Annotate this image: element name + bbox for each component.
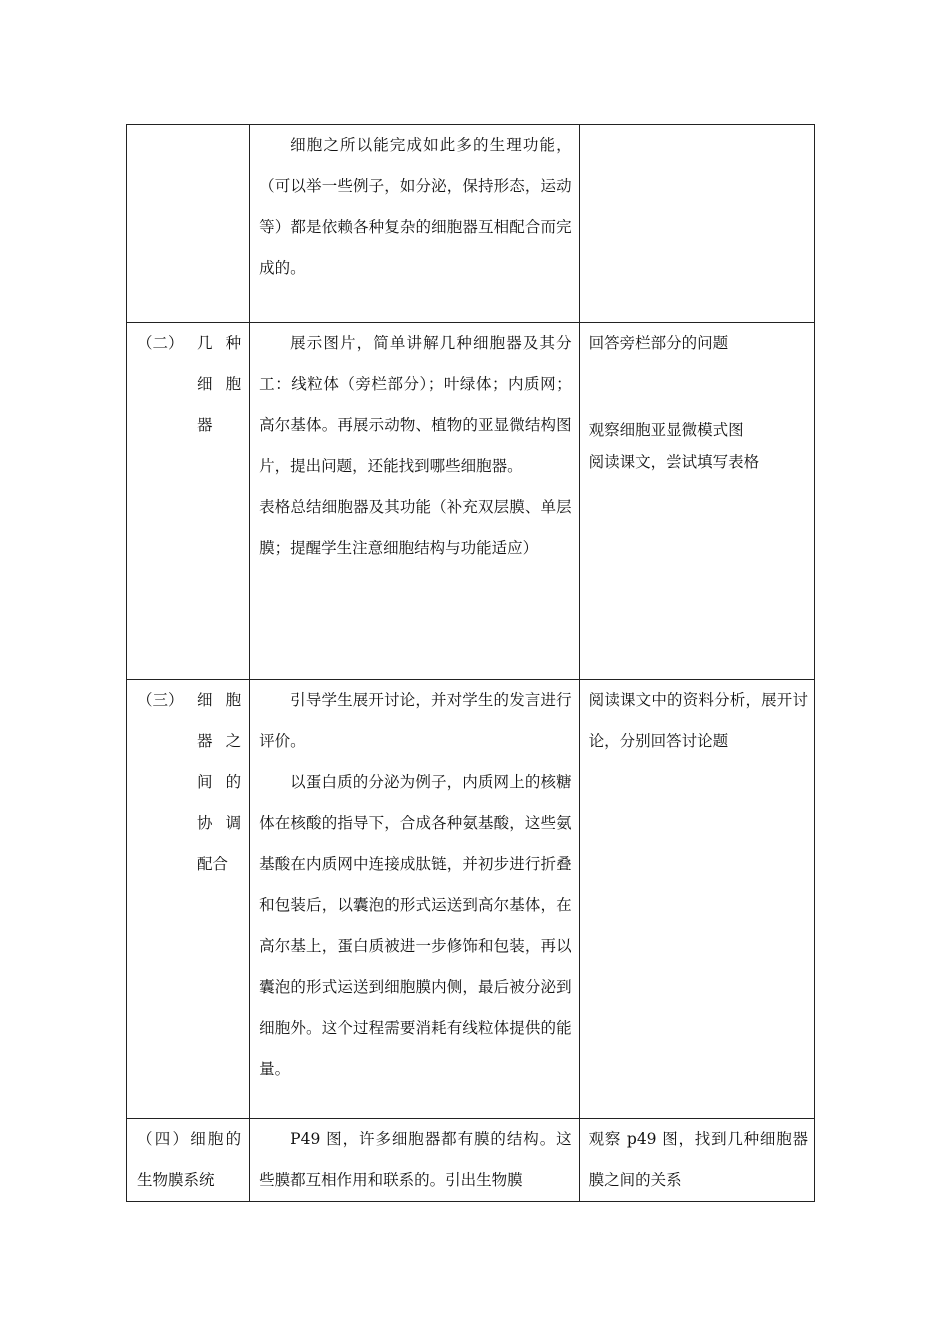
section-number: （二）: [137, 334, 184, 352]
teacher-paragraph: 表格总结细胞器及其功能（补充双层膜、单层膜；提醒学生注意细胞结构与功能适应）: [259, 498, 572, 557]
section-title-line: 器 之: [197, 732, 242, 750]
table-row: [127, 125, 815, 323]
student-paragraph: 阅读课文中的资料分析，展开讨论，分别回答讨论题: [588, 691, 808, 750]
section-cell: [127, 1119, 250, 1202]
section-title-line: 协 调: [197, 814, 242, 832]
teacher-paragraph: P49 图，许多细胞器都有膜的结构。这些膜都互相作用和联系的。引出生物膜: [259, 1130, 572, 1189]
teacher-activity-cell: [250, 680, 579, 1119]
table-row: [127, 1119, 815, 1202]
teacher-paragraph: 引导学生展开讨论，并对学生的发言进行评价。: [259, 691, 572, 750]
teacher-paragraph: 展示图片，简单讲解几种细胞器及其分工：线粒体（旁栏部分）；叶绿体；内质网；高尔基体。再展示动物、植物的亚显微结构图片，提出问题，还能找到哪些细胞器。: [259, 334, 572, 475]
lesson-table: [126, 124, 815, 1202]
section-number: （三）: [137, 691, 184, 709]
student-activity-cell: [579, 125, 814, 323]
section-title-line: 器: [197, 416, 213, 434]
student-activity-cell: [579, 1119, 814, 1202]
section-title-line: 细 胞: [197, 691, 242, 709]
student-activity-cell: [579, 680, 814, 1119]
teacher-paragraph: 细胞之所以能完成如此多的生理功能，（可以举一些例子，如分泌，保持形态，运动等）都是依赖各种复杂的细胞器互相配合而完成的。: [259, 136, 572, 277]
student-paragraph: 阅读课文，尝试填写表格: [588, 453, 760, 471]
teacher-paragraph: 以蛋白质的分泌为例子，内质网上的核糖体在核酸的指导下，合成各种氨基酸，这些氨基酸在内质网中连接成肽链，并初步进行折叠和包装后，以囊泡的形式运送到高尔基体，在高尔基上，蛋白质被进一步修饰和包装，再以囊泡的形式运送到细胞膜内侧，最后被分泌到细胞外。这个过程需要消耗有线粒体提供的能量。: [259, 773, 572, 1078]
section-title-line: 间 的: [197, 773, 242, 791]
section-cell: [127, 680, 250, 1119]
section-title: （四）细胞的生物膜系统: [137, 1130, 242, 1189]
section-cell: [127, 125, 250, 323]
student-paragraph: 观察细胞亚显微模式图: [588, 421, 744, 439]
student-paragraph: 观察 p49 图，找到几种细胞器膜之间的关系: [588, 1130, 808, 1189]
table-row: [127, 680, 815, 1119]
student-paragraph: 回答旁栏部分的问题: [588, 334, 729, 352]
section-title-line: 配合: [197, 855, 229, 873]
section-cell: [127, 323, 250, 680]
section-title-line: 几 种: [197, 334, 242, 352]
table-row: [127, 323, 815, 680]
student-activity-cell: [579, 323, 814, 680]
teacher-activity-cell: [250, 1119, 579, 1202]
section-title-line: 细 胞: [197, 375, 242, 393]
teacher-activity-cell: [250, 323, 579, 680]
teacher-activity-cell: [250, 125, 579, 323]
